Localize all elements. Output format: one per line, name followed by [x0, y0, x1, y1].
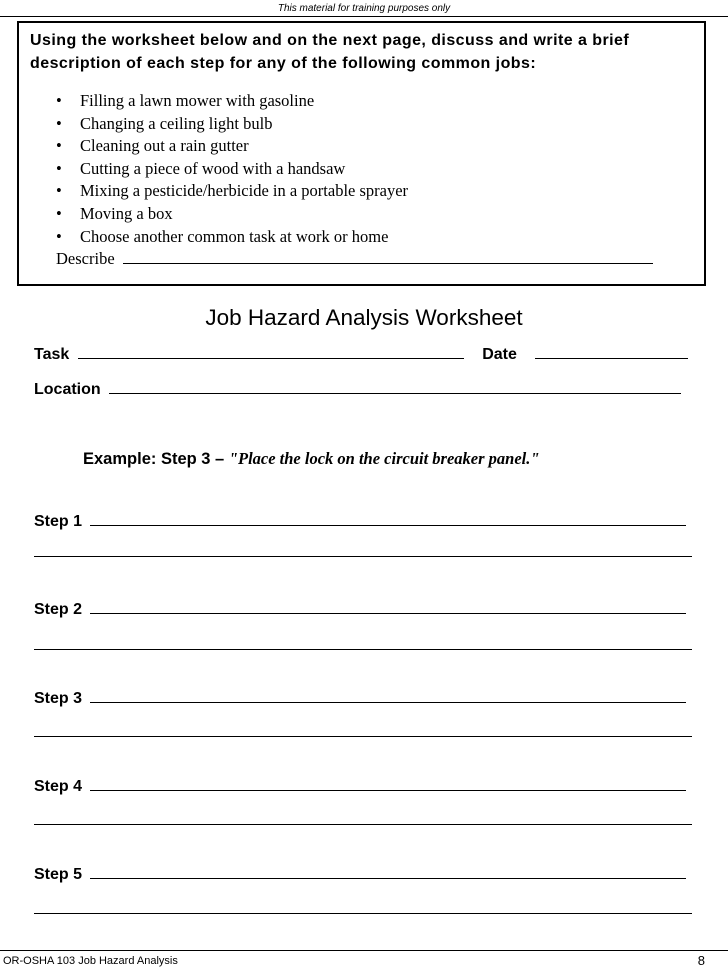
step-label: Step 4: [34, 778, 83, 795]
task-date-row: [34, 346, 688, 364]
step-label: Step 2: [34, 601, 83, 618]
job-label: Mixing a pesticide/herbicide in a portable sprayer: [80, 181, 409, 201]
step-continuation-line[interactable]: [34, 556, 692, 557]
list-item: [56, 135, 408, 158]
list-item: [56, 203, 408, 226]
step-field[interactable]: [90, 702, 686, 703]
job-label: Cleaning out a rain gutter: [80, 136, 249, 156]
example-quote: "Place the lock on the circuit breaker panel.": [228, 449, 540, 468]
step-label: Step 1: [34, 513, 83, 530]
job-label: Cutting a piece of wood with a handsaw: [80, 158, 346, 178]
example-step: [83, 449, 540, 469]
bullet-icon: •: [56, 158, 62, 178]
step-label: Step 3: [34, 690, 83, 707]
step-row: [34, 690, 686, 708]
instructions-text: Using the worksheet below and on the next page, discuss and write a brief description of each step for any of the following common jobs:: [30, 32, 630, 72]
describe-field[interactable]: [123, 263, 653, 264]
date-label: Date: [482, 346, 517, 363]
bullet-icon: •: [56, 136, 62, 156]
step-field[interactable]: [90, 525, 686, 526]
page-number: 8: [697, 953, 705, 968]
step-label: Step 5: [34, 866, 83, 883]
bullet-icon: •: [56, 203, 62, 223]
list-item: [56, 90, 408, 113]
describe-row: [56, 248, 653, 270]
instructions-box: [17, 21, 706, 286]
job-label: Filling a lawn mower with gasoline: [80, 91, 315, 110]
bullet-icon: •: [56, 226, 62, 246]
bullet-icon: •: [56, 113, 62, 133]
step-row: [34, 778, 686, 796]
step-row: [34, 601, 686, 619]
list-item: [56, 158, 408, 181]
step-continuation-line[interactable]: [34, 824, 692, 825]
header-rule: [0, 16, 728, 17]
task-label: Task: [34, 346, 70, 363]
location-field[interactable]: [109, 393, 681, 394]
step-row: [34, 513, 686, 531]
job-label: Changing a ceiling light bulb: [80, 113, 273, 133]
list-item: [56, 180, 408, 203]
location-row: [34, 381, 681, 399]
footer-rule: [0, 950, 728, 951]
footer-course: OR-OSHA 103 Job Hazard Analysis: [3, 955, 178, 967]
describe-label: Describe: [56, 249, 115, 268]
step-continuation-line[interactable]: [34, 913, 692, 914]
worksheet-title: Job Hazard Analysis Worksheet: [205, 305, 523, 330]
step-continuation-line[interactable]: [34, 649, 692, 650]
location-label: Location: [34, 381, 101, 398]
training-notice: This material for training purposes only: [277, 3, 451, 14]
step-continuation-line[interactable]: [34, 736, 692, 737]
bullet-icon: •: [56, 181, 62, 201]
step-field[interactable]: [90, 613, 686, 614]
step-field[interactable]: [90, 878, 686, 879]
bullet-icon: •: [56, 91, 62, 110]
list-item: [56, 226, 408, 249]
job-list: [56, 90, 408, 248]
task-field[interactable]: [78, 358, 464, 359]
example-prefix: Example: Step 3 –: [83, 450, 225, 468]
job-label: Choose another common task at work or home: [80, 226, 389, 246]
list-item: [56, 113, 408, 136]
job-label: Moving a box: [80, 203, 173, 223]
step-row: [34, 866, 686, 884]
step-field[interactable]: [90, 790, 686, 791]
date-field[interactable]: [535, 358, 688, 359]
